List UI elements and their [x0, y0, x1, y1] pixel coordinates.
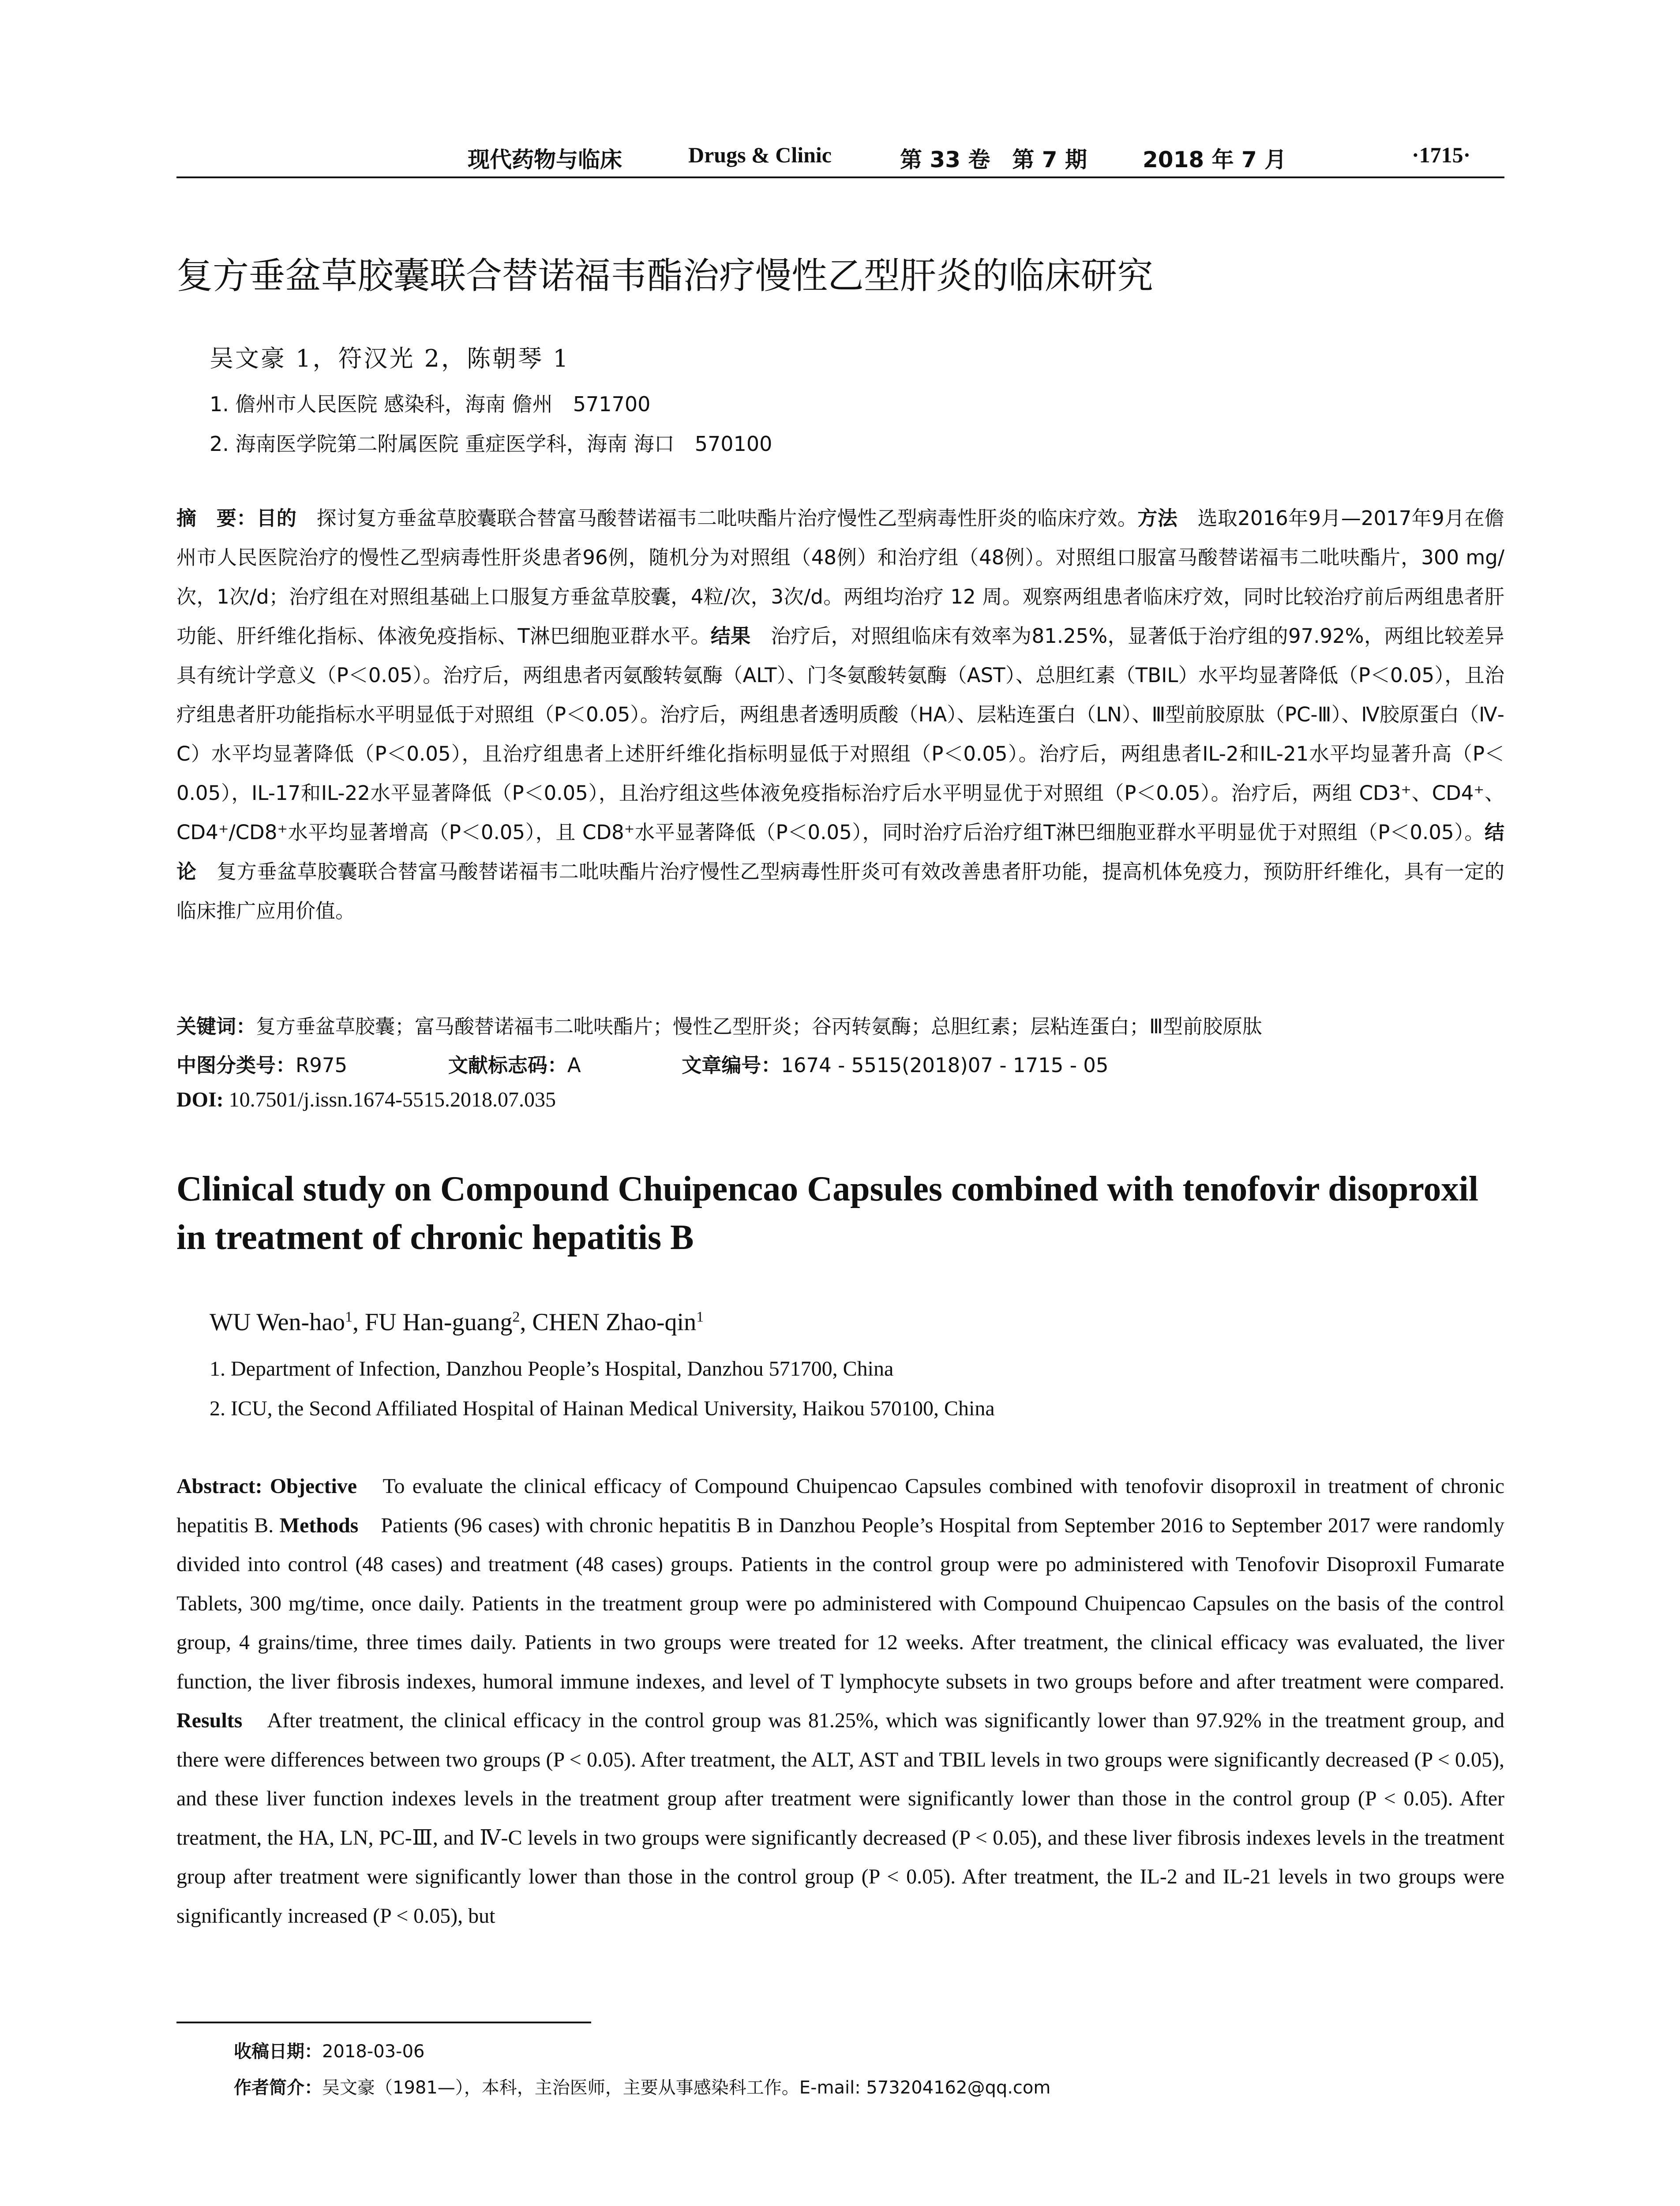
- clc-label: 中图分类号：: [176, 1054, 296, 1077]
- objective-text-cn: 探讨复方垂盆草胶囊联合替富马酸替诺福韦二吡呋酯片治疗慢性乙型病毒性肝炎的临床疗效。: [296, 506, 1138, 530]
- author-en-3: CHEN Zhao-qin: [532, 1309, 697, 1336]
- page-number: ·1715·: [1412, 143, 1471, 167]
- author-bio: [234, 2074, 1050, 2099]
- received-value: 2018-03-06: [322, 2041, 425, 2062]
- objective-label-en: Objective: [270, 1474, 357, 1498]
- author-bio-text: 吴文豪（1981—），本科，主治医师，主要从事感染科工作。E-mail: 573204162@qq.com: [322, 2078, 1051, 2098]
- footnote-rule: [176, 2022, 591, 2023]
- conclusion-label-cn: 结论: [176, 821, 1504, 883]
- affiliation-cn-1: 1. 儋州市人民医院 感染科，海南 儋州 571700: [210, 392, 651, 416]
- article-no-label: 文章编号：: [682, 1054, 781, 1077]
- doc-code-label: 文献标志码：: [448, 1054, 567, 1077]
- methods-text-en: Patients (96 cases) with chronic hepatitis B in Danzhou People’s Hospital from September 2016 to September 2017 were randomly divided into control (48 cases) and treatment (48 cases) groups. Patients in the control group were po administered with Tenofovir Disoproxil Fumarate Tablets, 300 mg/time, once daily. Patients in the treatment group were po administered with Compound Chuipencao Capsules on the basis of the control group, 4 grains/time, three times daily. Patients in two groups were treated for 12 weeks. After treatment, the clinical efficacy was evaluated, the liver function, the liver fibrosis indexes, humoral immune indexes, and level of T lymphocyte subsets in two groups before and after treatment were compared.: [176, 1513, 1504, 1693]
- conclusion-text-cn: 复方垂盆草胶囊联合替富马酸替诺福韦二吡呋酯片治疗慢性乙型病毒性肝炎可有效改善患者肝功能，提高机体免疫力，预防肝纤维化，具有一定的临床推广应用价值。: [176, 860, 1504, 923]
- abstract-en-label: Abstract:: [176, 1474, 270, 1498]
- affiliation-cn-2: 2. 海南医学院第二附属医院 重症医学科，海南 海口 570100: [210, 432, 772, 456]
- abstract-cn-label: 摘 要：: [176, 506, 257, 530]
- results-text-cn: 治疗后，对照组临床有效率为81.25%，显著低于治疗组的97.92%，两组比较差异具有统计学意义（P＜0.05）。治疗后，两组患者丙氨酸转氨酶（ALT）、门冬氨酸转氨酶（AST）、总胆红素（TBIL）水平均显著降低（P＜0.05），且治疗组患者肝功能指标水平明显低于对照组（P＜0.05）。治疗后，两组患者透明质酸（HA）、层粘连蛋白（LN）、Ⅲ型前胶原肽（PC-Ⅲ）、Ⅳ胶原蛋白（Ⅳ-C）水平均显著降低（P＜0.05），且治疗组患者上述肝纤维化指标明显低于对照组（P＜0.05）。治疗后，两组患者IL-2和IL-21水平均显著升高（P＜0.05），IL-17和IL-22水平显著降低（P＜0.05），且治疗组这些体液免疫指标治疗后水平明显优于对照组（P＜0.05）。治疗后，两组 CD3⁺、CD4⁺、CD4⁺/CD8⁺水平均显著增高（P＜0.05），且 CD8⁺水平显著降低（P＜0.05），同时治疗后治疗组T淋巴细胞亚群水平明显优于对照组（P＜0.05）。: [176, 624, 1504, 844]
- author-en-3-affil: 1: [696, 1309, 704, 1325]
- clc-value: R975: [296, 1054, 348, 1077]
- author-en-2-affil: 2: [512, 1309, 520, 1325]
- abstract-en: [176, 1467, 1504, 1936]
- doi-value: 10.7501/j.issn.1674-5515.2018.07.035: [223, 1088, 556, 1111]
- affiliation-en-2: 2. ICU, the Second Affiliated Hospital of Hainan Medical University, Haikou 570100, China: [210, 1397, 995, 1420]
- authors-en: WU Wen-hao$^1$, FU Han-guang$^2$, CHEN Zhao-qin$^1$: [210, 1309, 704, 1336]
- author-en-1-affil: 1: [345, 1309, 353, 1325]
- methods-label-en: Methods: [279, 1513, 359, 1537]
- authors-cn: 吴文豪 1，符汉光 2，陈朝琴 1: [210, 345, 570, 372]
- title-cn: 复方垂盆草胶囊联合替诺福韦酯治疗慢性乙型肝炎的临床研究: [176, 255, 1154, 297]
- keywords-cn: [176, 1010, 1262, 1039]
- issue-date: 2018 年 7 月: [1143, 147, 1287, 173]
- doi-line: [176, 1088, 556, 1112]
- objective-label-cn: 目的: [256, 506, 297, 530]
- article-no-value: 1674 - 5515(2018)07 - 1715 - 05: [781, 1054, 1109, 1077]
- issue-info: 第 33 卷 第 7 期: [900, 147, 1087, 173]
- journal-name-cn: 现代药物与临床: [468, 147, 622, 173]
- objective-text-en: To evaluate the clinical efficacy of Compound Chuipencao Capsules combined with tenofovir disoproxil in treatment of chronic hepatitis B.: [176, 1474, 1505, 1537]
- author-bio-label: 作者简介：: [234, 2078, 322, 2098]
- methods-text-cn: 选取2016年9月—2017年9月在儋州市人民医院治疗的慢性乙型病毒性肝炎患者96例，随机分为对照组（48例）和治疗组（48例）。对照组口服富马酸替诺福韦二吡呋酯片，300 mg/次，1次/d；治疗组在对照组基础上口服复方垂盆草胶囊，4粒/次，3次/d。两组均治疗 12 周。观察两组患者临床疗效，同时比较治疗前后两组患者肝功能、肝纤维化指标、体液免疫指标、T淋巴细胞亚群水平。: [176, 506, 1504, 648]
- methods-label-cn: 方法: [1137, 506, 1178, 530]
- header-rule: [176, 176, 1504, 178]
- running-header: [176, 142, 1504, 173]
- results-label-cn: 结果: [710, 624, 751, 648]
- keywords-label: 关键词：: [176, 1015, 256, 1038]
- title-en: Clinical study on Compound Chuipencao Capsules combined with tenofovir disoproxil in treatment of chronic hepatitis B: [176, 1170, 1478, 1257]
- author-en-1: WU Wen-hao: [210, 1309, 345, 1336]
- classification-line: [176, 1049, 1109, 1078]
- abstract-cn: [176, 499, 1504, 930]
- author-en-2: FU Han-guang: [365, 1309, 513, 1336]
- doi-label: DOI:: [176, 1088, 224, 1111]
- results-label-en: Results: [176, 1709, 243, 1732]
- received-date: [234, 2037, 424, 2063]
- keywords-text: 复方垂盆草胶囊；富马酸替诺福韦二吡呋酯片；慢性乙型肝炎；谷丙转氨酶；总胆红素；层粘连蛋白；Ⅲ型前胶原肽: [256, 1015, 1263, 1038]
- doc-code-value: A: [567, 1054, 581, 1077]
- results-text-en: After treatment, the clinical efficacy in the control group was 81.25%, which was significantly lower than 97.92% in the treatment group, and there were differences between two groups (P < 0.05). After treatment, the ALT, AST and TBIL levels in two groups were significantly decreased (P < 0.05), and these liver function indexes levels in the treatment group after treatment were significantly lower than those in the control group (P < 0.05). After treatment, the HA, LN, PC-Ⅲ, and Ⅳ-C levels in two groups were significantly decreased (P < 0.05), and these liver fibrosis indexes levels in the treatment group after treatment were significantly lower than those in the control group (P < 0.05). After treatment, the IL-2 and IL-21 levels in two groups were significantly increased (P < 0.05), but: [176, 1709, 1505, 1928]
- affiliation-en-1: 1. Department of Infection, Danzhou People’s Hospital, Danzhou 571700, China: [210, 1357, 894, 1381]
- received-label: 收稿日期：: [234, 2041, 322, 2062]
- journal-name-en: Drugs & Clinic: [688, 143, 832, 167]
